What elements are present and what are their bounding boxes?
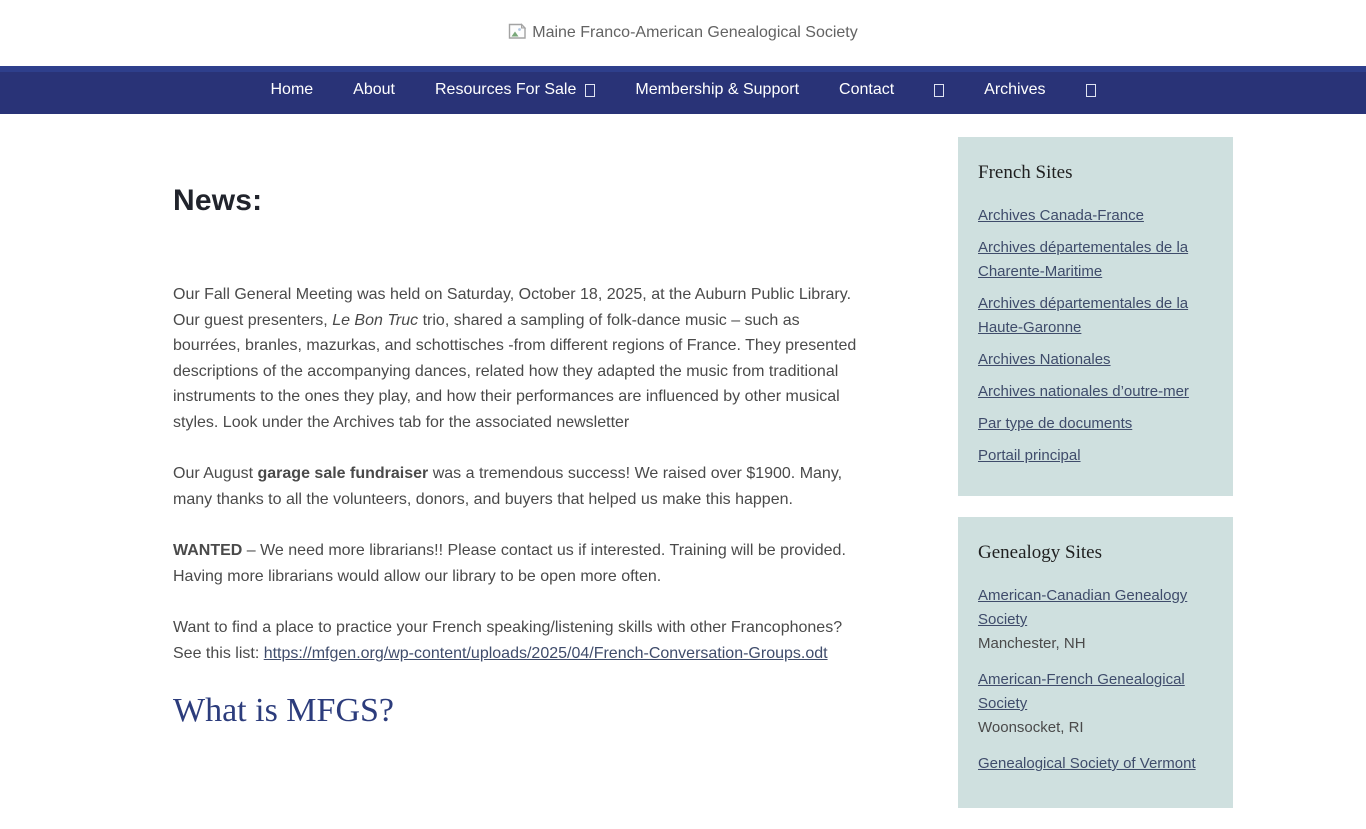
paragraph-garage-sale (173, 461, 865, 512)
genealogy-site-entry (978, 752, 1213, 776)
paragraph-bold-text: garage sale fundraiser (257, 465, 429, 482)
french-site-link[interactable]: Archives Canada-France (978, 207, 1144, 224)
paragraph-text: Our Fall General Meeting was held on Saturday, October 18, 2025, at the Auburn Public Library. Our guest presenters, (173, 286, 852, 329)
nav-dropdown-toggle-item[interactable] (914, 66, 964, 114)
what-is-mfgs-heading: What is MFGS? (173, 692, 394, 729)
widget-title: Genealogy Sites (978, 542, 1103, 563)
nav-item-label: Home (270, 81, 314, 98)
nav-item-label: Membership & Support (635, 81, 800, 98)
paragraph-text: trio, shared a sampling of folk-dance music – such as bourrées, branles, mazurkas, and schottisches -from different regions of France. They presented descriptions of the accompanying dances, related how they adapted the music from traditional instruments to the ones they play, and how their performances are influenced by other musical styles. Look under the Archives tab for the associated newsletter (173, 311, 857, 431)
genealogy-site-location: Woonsocket, RI (978, 719, 1084, 736)
nav-item-about[interactable] (333, 66, 415, 114)
news-heading: News: (173, 184, 263, 217)
nav-item-membership-support[interactable] (615, 66, 819, 114)
paragraph-text: was a tremendous success! We raised over $1900. Many, many thanks to all the volunteers, donors, and buyers that helped us make this happen. (173, 465, 843, 508)
site-logo-alt-text: Maine Franco-American Genealogical Society (532, 24, 858, 41)
paragraph-bold-text: WANTED (173, 542, 243, 559)
dropdown-toggle-icon[interactable] (585, 84, 595, 97)
paragraph-text: Want to find a place to practice your French speaking/listening skills with other Francophones? See this list: (173, 619, 843, 662)
nav-dropdown-toggle-item[interactable] (1066, 66, 1116, 114)
genealogy-site-link[interactable]: American-Canadian Genealogy Society (978, 587, 1188, 628)
widget-genealogy-sites (958, 517, 1233, 808)
french-site-link[interactable]: Archives départementales de la Charente-Maritime (978, 239, 1189, 280)
dropdown-toggle-icon[interactable] (934, 84, 944, 97)
french-site-link[interactable]: Archives départementales de la Haute-Garonne (978, 295, 1189, 336)
broken-image-icon (508, 23, 527, 45)
widget-french-sites (958, 137, 1233, 496)
genealogy-site-entry (978, 668, 1213, 740)
nav-item-home[interactable] (250, 66, 333, 114)
french-conversation-groups-link[interactable]: https://mfgen.org/wp-content/uploads/2025/04/French-Conversation-Groups.odt (263, 644, 828, 662)
french-site-link[interactable]: Portail principal (978, 447, 1081, 464)
french-site-link[interactable]: Par type de documents (978, 415, 1133, 432)
nav-item-label: Archives (984, 81, 1046, 98)
nav-item-resources-for-sale[interactable] (415, 66, 615, 114)
widget-title: French Sites (978, 162, 1073, 183)
sidebar (958, 114, 1233, 829)
genealogy-site-link[interactable]: American-French Genealogical Society (978, 671, 1185, 712)
main-content (133, 114, 905, 730)
french-site-link[interactable]: Archives Nationales (978, 351, 1111, 368)
genealogy-site-location: Manchester, NH (978, 635, 1086, 652)
site-header (0, 0, 1366, 66)
paragraph-text: Our August (173, 465, 258, 482)
nav-list (0, 66, 1366, 114)
genealogy-site-link[interactable]: Genealogical Society of Vermont (978, 755, 1196, 772)
paragraph-wanted-librarians (173, 538, 865, 589)
paragraph-italic-text: Le Bon Truc (332, 311, 419, 329)
french-site-link[interactable]: Archives nationales d’outre-mer (978, 383, 1189, 400)
nav-item-archives[interactable] (964, 66, 1065, 114)
paragraph-french-practice (173, 615, 865, 666)
content-container (133, 114, 1233, 829)
primary-navigation (0, 66, 1366, 114)
genealogy-site-entry (978, 584, 1213, 656)
nav-item-label: Contact (839, 81, 895, 98)
dropdown-toggle-icon[interactable] (1086, 84, 1096, 97)
paragraph-text: – We need more librarians!! Please contact us if interested. Training will be provided. Having more librarians would allow our library to be open more often. (173, 542, 846, 585)
nav-item-contact[interactable] (819, 66, 914, 114)
nav-item-label: About (353, 81, 395, 98)
nav-item-label: Resources For Sale (434, 81, 577, 98)
site-logo-link[interactable] (508, 22, 857, 44)
paragraph-fall-meeting (173, 282, 865, 435)
